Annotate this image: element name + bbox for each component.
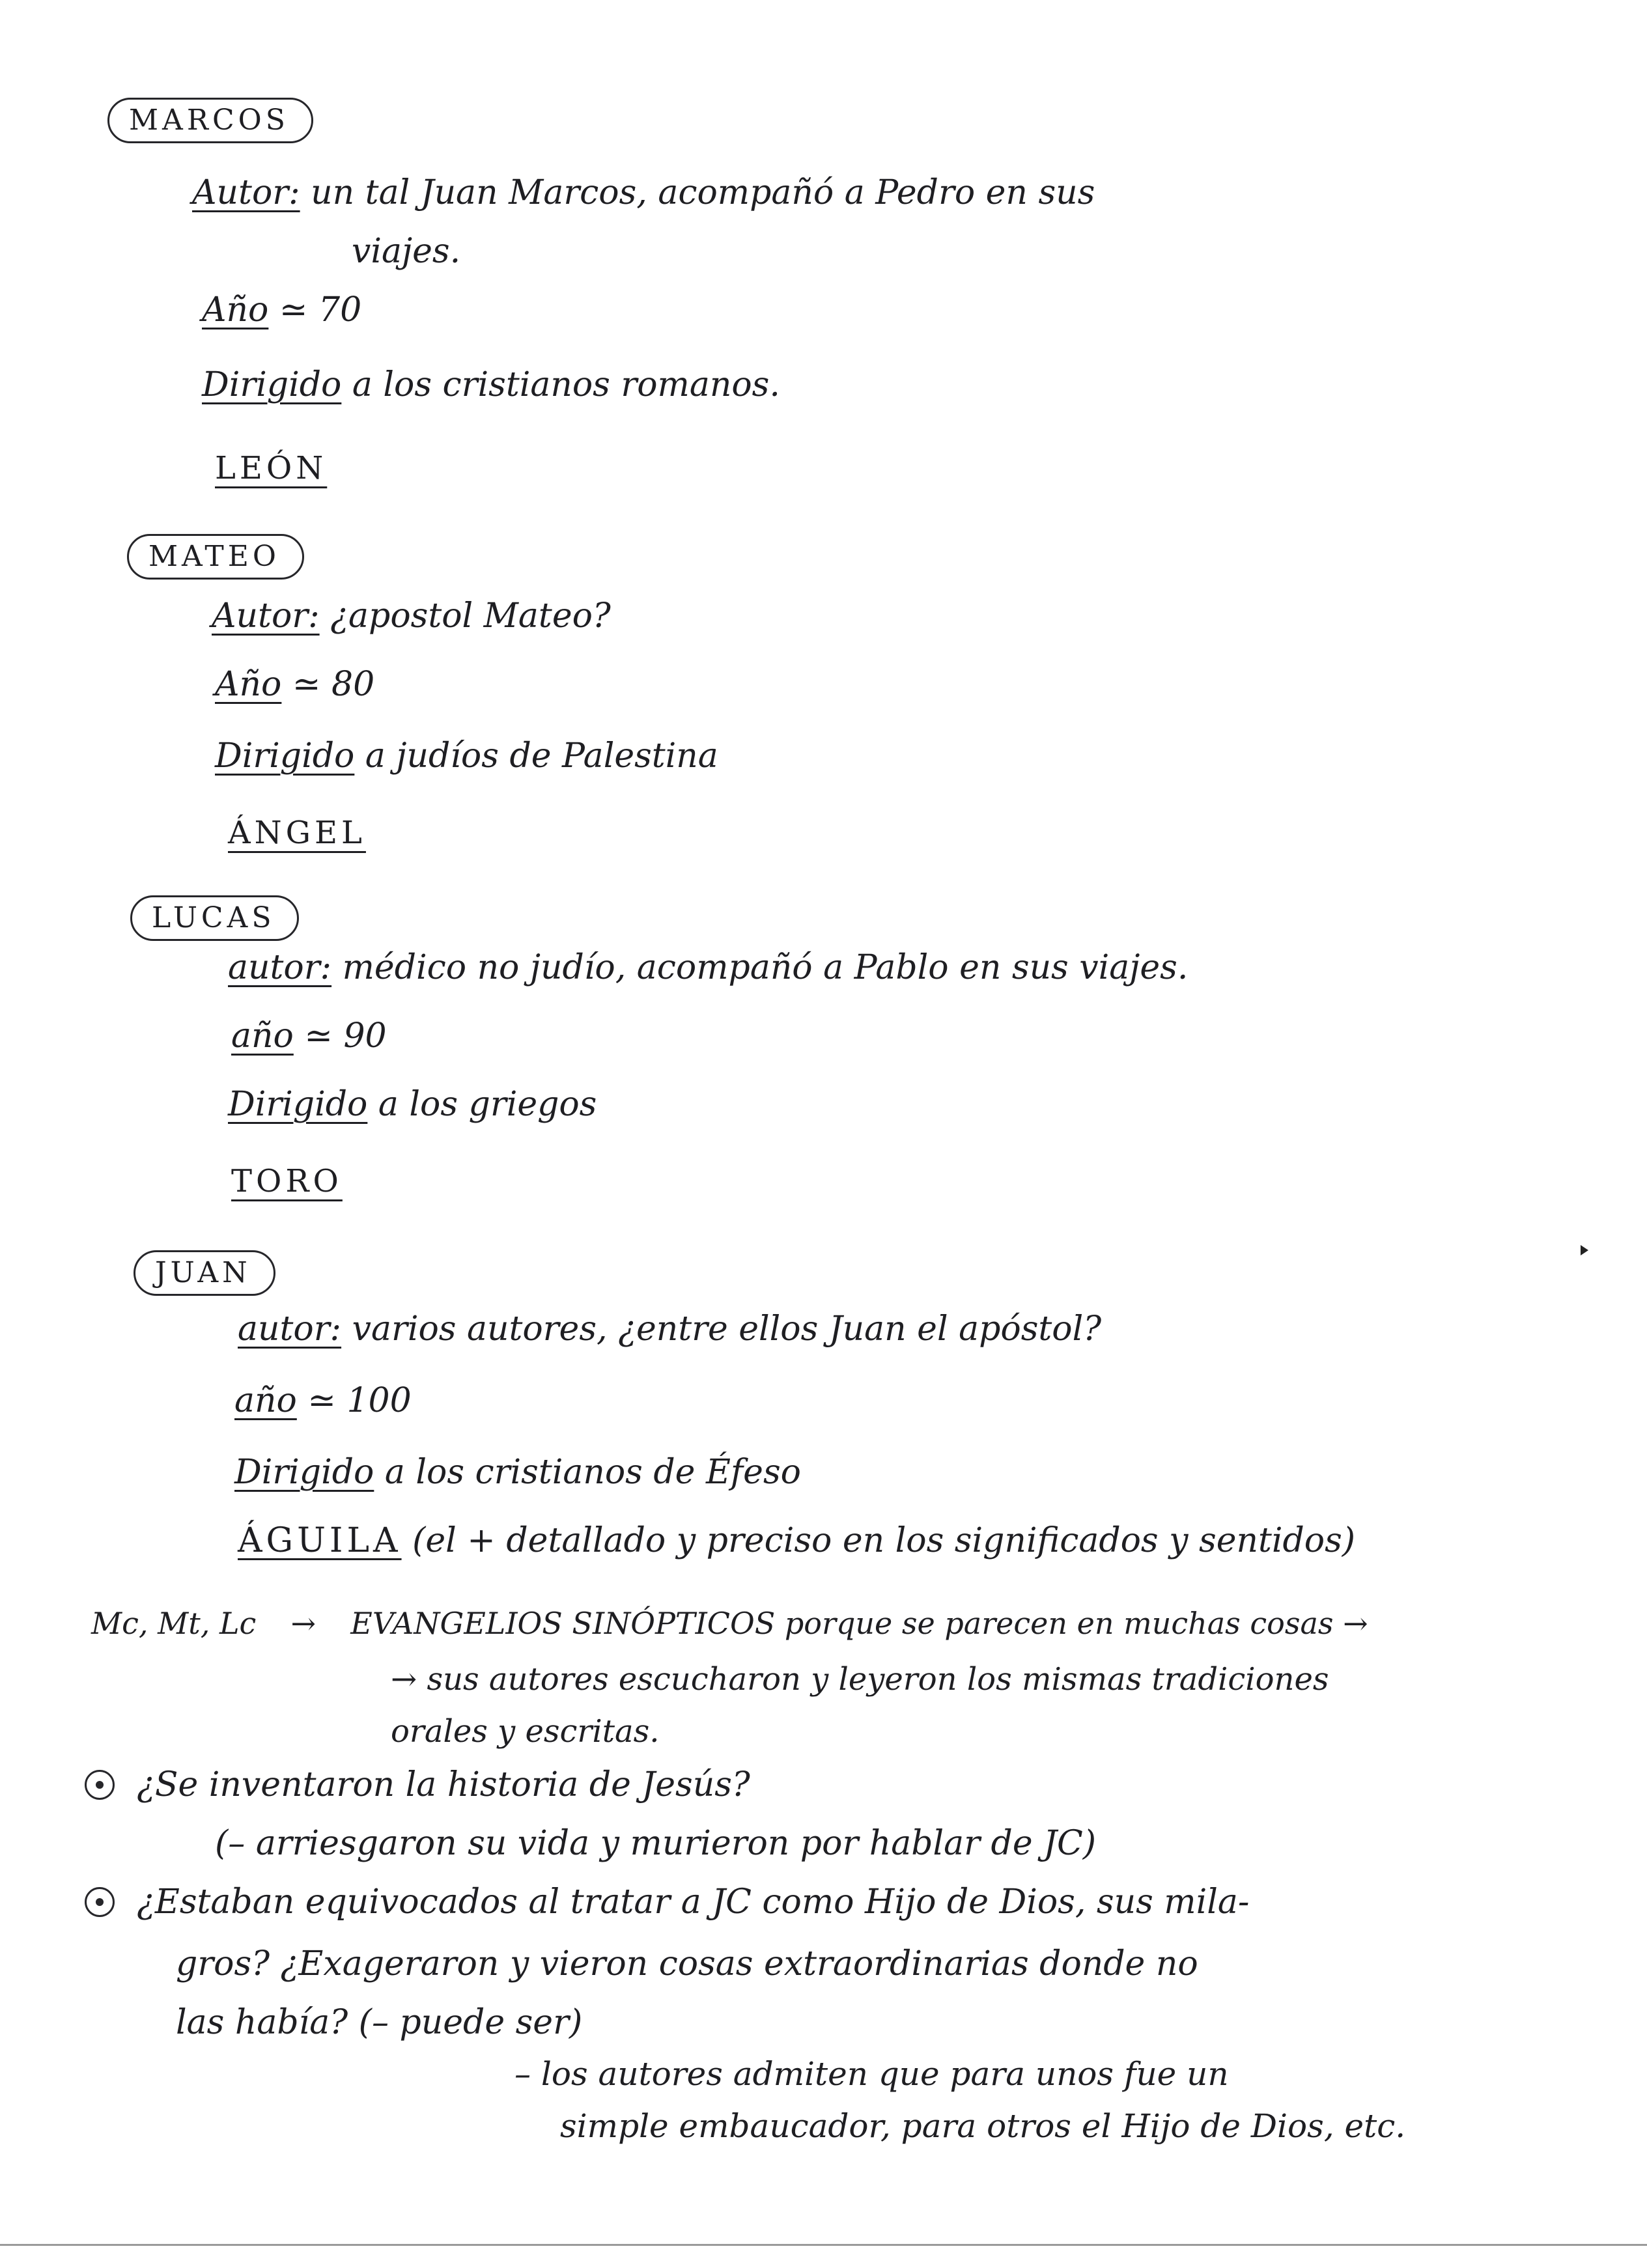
question-1: ¿Se inventaron la historia de Jesús? [137, 1765, 750, 1804]
juan-symbol: ÁGUILA [238, 1521, 402, 1560]
scan-edge-line [0, 2244, 1647, 2246]
question-1-answer: (– arriesgaron su vida y murieron por hablar de JC) [215, 1824, 1097, 1863]
year-label: Año [215, 665, 282, 704]
lucas-symbol: TORO [231, 1163, 343, 1199]
addressee-label: Dirigido [234, 1453, 374, 1492]
addressee-value: a los cristianos romanos. [352, 365, 780, 404]
question-2-line-2: gros? ¿Exageraron y vieron cosas extraordinarias donde no [176, 1944, 1198, 1983]
juan-year-line [234, 1381, 412, 1420]
addressee-label: Dirigido [215, 736, 355, 776]
author-value: ¿apostol Mateo? [330, 596, 611, 636]
year-value: ≃ 70 [279, 290, 362, 329]
juan-addressee-line [234, 1453, 801, 1492]
question-2-line-1: ¿Estaban equivocados al tratar a JC como Hijo de Dios, sus mila- [137, 1883, 1250, 1922]
marcos-addressee-line [202, 365, 780, 404]
synoptic-arrow: → [290, 1606, 317, 1641]
mateo-author-line [212, 596, 611, 636]
section-heading-mateo: MATEO [127, 534, 304, 580]
mateo-year-line [215, 665, 375, 704]
year-value: ≃ 100 [307, 1381, 412, 1420]
author-label: Autor: [212, 596, 320, 636]
synoptic-continued-1: → sus autores escucharon y leyeron los mismas tradiciones [391, 1661, 1329, 1698]
marcos-author-continued: viajes. [352, 232, 461, 271]
year-label: año [231, 1016, 294, 1056]
mateo-addressee-line [215, 736, 718, 776]
addressee-value: a los griegos [378, 1085, 597, 1124]
section-heading-lucas: LUCAS [130, 895, 299, 941]
lucas-year-line [231, 1016, 387, 1056]
mateo-symbol: ÁNGEL [228, 815, 366, 851]
section-heading-marcos: MARCOS [107, 98, 313, 143]
lucas-author-line [228, 948, 1189, 987]
bullet-icon [85, 1770, 115, 1800]
juan-author-line [238, 1309, 1102, 1349]
section-heading-juan: JUAN [134, 1250, 275, 1296]
juan-symbol-note: (el + detallado y preciso en los significados y sentidos) [412, 1521, 1356, 1560]
addressee-value: a los cristianos de Éfeso [384, 1453, 801, 1492]
juan-symbol-line [238, 1521, 1356, 1560]
author-label: Autor: [192, 173, 300, 212]
author-value: médico no judío, acompañó a Pablo en sus viajes. [342, 948, 1189, 987]
synoptic-text: EVANGELIOS SINÓPTICOS porque se parecen en muchas cosas → [350, 1606, 1368, 1641]
author-value: un tal Juan Marcos, acompañó a Pedro en sus [311, 173, 1095, 212]
year-label: Año [202, 290, 269, 329]
marcos-author-line [192, 173, 1095, 212]
marcos-year-line [202, 290, 362, 329]
synoptic-gospels: Mc, Mt, Lc [91, 1606, 257, 1641]
synoptic-continued-2: orales y escritas. [391, 1713, 660, 1750]
stray-mark [1581, 1245, 1588, 1255]
author-label: autor: [238, 1309, 342, 1349]
question-2-line-5: simple embaucador, para otros el Hijo de Dios, etc. [560, 2107, 1406, 2145]
author-label: autor: [228, 948, 332, 987]
synoptic-line [91, 1606, 1368, 1641]
year-label: año [234, 1381, 297, 1420]
bullet-icon [85, 1887, 115, 1917]
year-value: ≃ 80 [292, 665, 375, 704]
marcos-symbol: LEÓN [215, 450, 328, 486]
addressee-label: Dirigido [202, 365, 342, 404]
lucas-addressee-line [228, 1085, 597, 1124]
question-2-line-4: – los autores admiten que para unos fue un [514, 2055, 1229, 2093]
addressee-value: a judíos de Palestina [365, 736, 718, 776]
addressee-label: Dirigido [228, 1085, 368, 1124]
year-value: ≃ 90 [304, 1016, 387, 1056]
author-value: varios autores, ¿entre ellos Juan el apóstol? [352, 1309, 1102, 1349]
question-2-line-3: las había? (– puede ser) [176, 2003, 583, 2042]
